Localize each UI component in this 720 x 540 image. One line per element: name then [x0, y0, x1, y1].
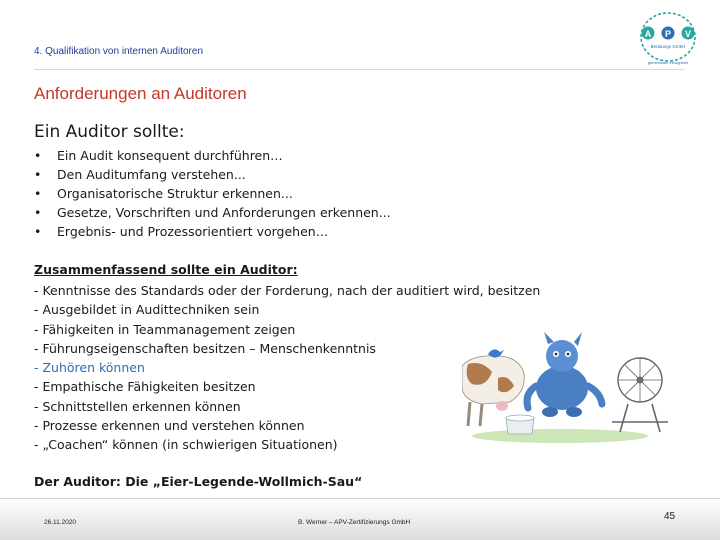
bullet-marker: •: [34, 186, 42, 201]
closing-statement: Der Auditor: Die „Eier-Legende-Wollmich-Sau“: [34, 474, 363, 489]
summary-item: - Ausgebildet in Audittechniken sein: [34, 302, 260, 318]
list-item-text: Ergebnis- und Prozessorientiert vorgehen…: [57, 224, 329, 239]
page-number: 45: [664, 511, 676, 522]
bullet-marker: •: [34, 205, 42, 220]
footer: [0, 498, 720, 540]
summary-item: - Schnittstellen erkennen können: [34, 398, 241, 414]
list-item: [34, 203, 391, 222]
logo-letter-v: V: [684, 29, 692, 39]
logo-subtitle: Beratungs GmbH: [650, 44, 686, 49]
list-item: [34, 165, 391, 184]
header-divider: [34, 69, 684, 70]
logo-tagline: gemeinsam erfolgreich: [647, 60, 689, 65]
logo-letter-p: P: [664, 29, 672, 39]
footer-date: 26.11.2020: [44, 519, 77, 526]
section-label: 4. Qualifikation von internen Auditoren: [34, 46, 203, 57]
list-item: [34, 184, 391, 203]
spinning-wheel-figure: [612, 358, 668, 432]
summary-item: - Empathische Fähigkeiten besitzen: [34, 379, 256, 395]
footer-author: B. Werner – APV-Zertifizierungs GmbH: [298, 519, 411, 526]
intro-heading: Ein Auditor sollte:: [34, 122, 185, 142]
summary-heading: Zusammenfassend sollte ein Auditor:: [34, 262, 298, 277]
logo-letter-a: A: [644, 29, 652, 39]
list-item-text: Den Auditumfang verstehen...: [57, 167, 246, 182]
list-item-text: Organisatorische Struktur erkennen...: [57, 186, 293, 201]
requirements-list: [34, 146, 391, 241]
summary-item: - Prozesse erkennen und verstehen können: [34, 418, 305, 434]
eier-legende-wollmilch-sau-illustration: [462, 326, 674, 446]
summary-item-highlighted: - Zuhören können: [34, 360, 145, 376]
bullet-marker: •: [34, 148, 42, 163]
summary-item: - „Coachen“ können (in schwierigen Situationen): [34, 437, 338, 453]
list-item: [34, 146, 391, 165]
footer-divider: [0, 498, 720, 499]
blue-creature-figure: [527, 332, 602, 417]
page-title: Anforderungen an Auditoren: [34, 84, 247, 103]
list-item-text: Gesetze, Vorschriften und Anforderungen erkennen...: [57, 205, 391, 220]
bullet-marker: •: [34, 167, 42, 182]
summary-item: - Kenntnisse des Standards oder der Forderung, nach der auditiert wird, besitzen: [34, 283, 541, 298]
summary-item: - Führungseigenschaften besitzen – Menschenkenntnis: [34, 340, 376, 356]
bucket-figure: [506, 415, 534, 434]
list-item: [34, 222, 391, 241]
list-item-text: Ein Audit konsequent durchführen…: [57, 148, 283, 163]
summary-item: - Fähigkeiten in Teammanagement zeigen: [34, 321, 296, 337]
bullet-marker: •: [34, 224, 42, 239]
